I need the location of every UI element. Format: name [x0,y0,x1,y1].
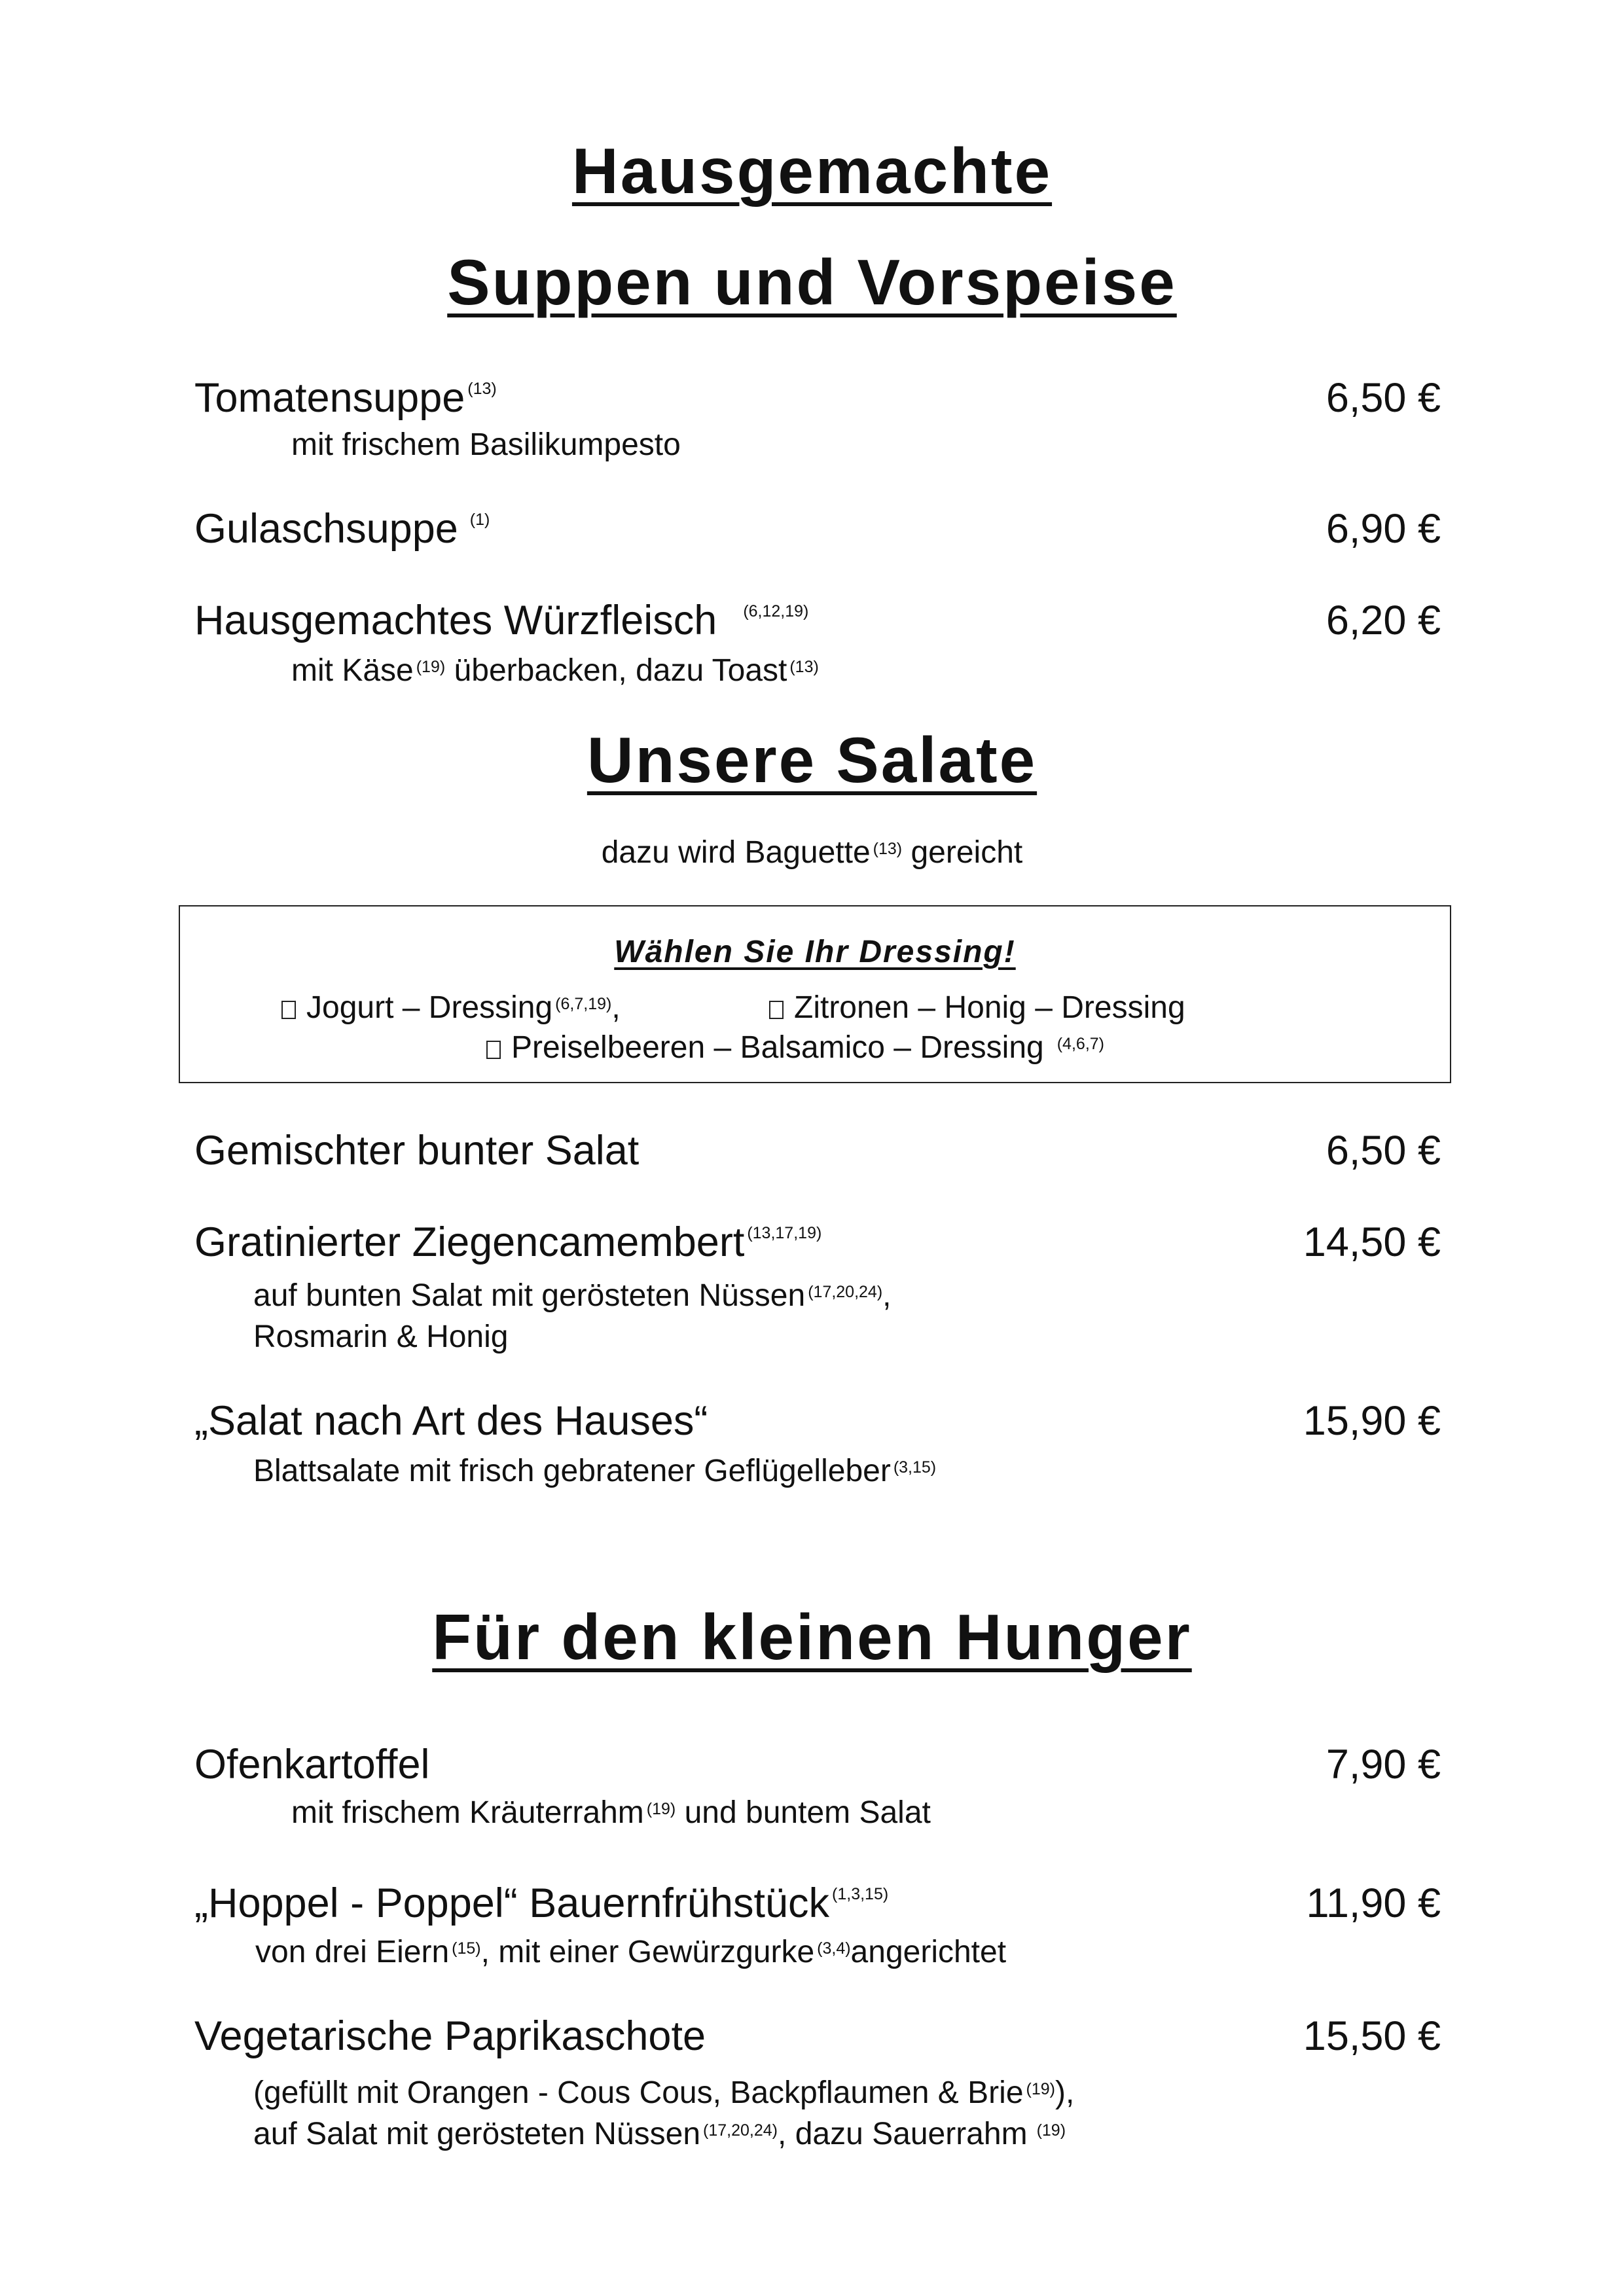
desc-hoppel-poppel [255,1934,1006,1970]
heading-small-hunger: Für den kleinen Hunger [432,1601,1192,1673]
desc-text: auf Salat mit gerösteten Nüssen [253,2117,701,2151]
price-hoppel-poppel: 11,90 € [1306,1880,1441,1926]
subtitle-text: dazu wird Baguette [601,835,871,870]
dish-name: Hausgemachtes Würzfleisch [194,598,717,643]
allergen-code: (19) [416,658,446,676]
allergen-code: (13) [467,380,497,398]
price-vegetarian-paprika: 15,50 € [1303,2013,1441,2059]
checkbox-icon[interactable] [486,1041,501,1059]
desc-text: mit frischem Kräuterrahm [291,1795,644,1830]
desc-goat-camembert-1 [253,1278,892,1314]
desc-text: , mit einer Gewürzgurke [480,1935,815,1969]
desc-vegetarian-paprika-1 [253,2075,1074,2111]
allergen-code: (19) [1026,2080,1055,2098]
option-label: Preiselbeeren – Balsamico – Dressing [511,1030,1044,1065]
dish-name: Tomatensuppe [194,375,465,421]
price-goulash-soup: 6,90 € [1326,506,1441,552]
allergen-code: (13) [873,840,903,858]
allergen-code: (19) [1036,2121,1066,2140]
allergen-code: (4,6,7) [1056,1035,1104,1053]
desc-goat-camembert-2: Rosmarin & Honig [253,1319,509,1354]
allergen-code: (6,7,19) [555,995,612,1013]
allergen-code: (3,15) [893,1458,937,1477]
subtitle-text: gereicht [911,835,1023,870]
dish-goulash-soup [194,505,490,552]
checkbox-icon[interactable] [769,1001,784,1019]
desc-tomato-soup: mit frischem Basilikumpesto [291,427,681,462]
heading-homemade: Hausgemachte [571,135,1053,207]
dish-house-salad: „Salat nach Art des Hauses“ [194,1398,708,1444]
price-mixed-salad: 6,50 € [1326,1128,1441,1174]
dressing-box [179,905,1451,1083]
allergen-code: (13) [789,658,819,676]
dressing-option-zitronen[interactable] [769,990,1185,1026]
dressing-option-jogurt[interactable] [281,990,621,1026]
desc-text: von drei Eiern [255,1935,450,1969]
desc-text: mit Käse [291,653,414,688]
heading-soups-starters: Suppen und Vorspeise [447,246,1177,318]
price-goat-camembert: 14,50 € [1303,1219,1441,1265]
option-punct: , [611,990,621,1025]
allergen-code: (17,20,24) [703,2121,778,2140]
desc-baked-potato [291,1795,931,1831]
salads-subtitle [0,834,1624,870]
checkbox-icon[interactable] [281,1001,296,1019]
allergen-code: (1,3,15) [832,1885,889,1903]
dressing-option-preiselbeeren[interactable] [486,1030,1104,1066]
dressing-title: Wählen Sie Ihr Dressing! [614,935,1016,969]
desc-text: angerichtet [850,1935,1007,1969]
price-wurzfleisch: 6,20 € [1326,598,1441,643]
heading-salads: Unsere Salate [586,724,1038,796]
dish-tomato-soup [194,374,497,422]
desc-house-salad [253,1453,936,1489]
desc-vegetarian-paprika-2 [253,2116,1066,2152]
option-label: Zitronen – Honig – Dressing [794,990,1185,1025]
dish-name: Gulaschsuppe [194,506,458,552]
desc-text: überbacken, dazu Toast [454,653,787,688]
desc-wurzfleisch [291,653,819,689]
price-tomato-soup: 6,50 € [1326,375,1441,421]
allergen-code: (17,20,24) [808,1283,883,1301]
desc-punct: ), [1055,2075,1075,2110]
dish-name: „Hoppel - Poppel“ Bauernfrühstück [194,1880,830,1926]
dish-hoppel-poppel [194,1880,888,1927]
dish-goat-camembert [194,1219,821,1266]
dish-baked-potato: Ofenkartoffel [194,1742,430,1787]
option-label: Jogurt – Dressing [306,990,553,1025]
allergen-code: (15) [452,1939,481,1958]
desc-text: (gefüllt mit Orangen - Cous Cous, Backpflaumen & Brie [253,2075,1024,2110]
desc-text: , dazu Sauerrahm [778,2117,1028,2151]
desc-punct: , [882,1278,892,1313]
allergen-code: (3,4) [817,1939,851,1958]
price-house-salad: 15,90 € [1303,1398,1441,1444]
dish-wurzfleisch [194,597,808,644]
dish-name: Gratinierter Ziegencamembert [194,1219,745,1265]
dish-vegetarian-paprika: Vegetarische Paprikaschote [194,2013,706,2059]
allergen-code: (6,12,19) [743,602,809,620]
allergen-code: (1) [469,511,490,529]
allergen-code: (13,17,19) [747,1224,822,1242]
desc-text: Blattsalate mit frisch gebratener Geflügelleber [253,1454,891,1488]
price-baked-potato: 7,90 € [1326,1742,1441,1787]
desc-text: auf bunten Salat mit gerösteten Nüssen [253,1278,806,1313]
desc-text: und buntem Salat [684,1795,931,1830]
allergen-code: (19) [646,1800,676,1818]
dish-mixed-salad: Gemischter bunter Salat [194,1128,640,1174]
